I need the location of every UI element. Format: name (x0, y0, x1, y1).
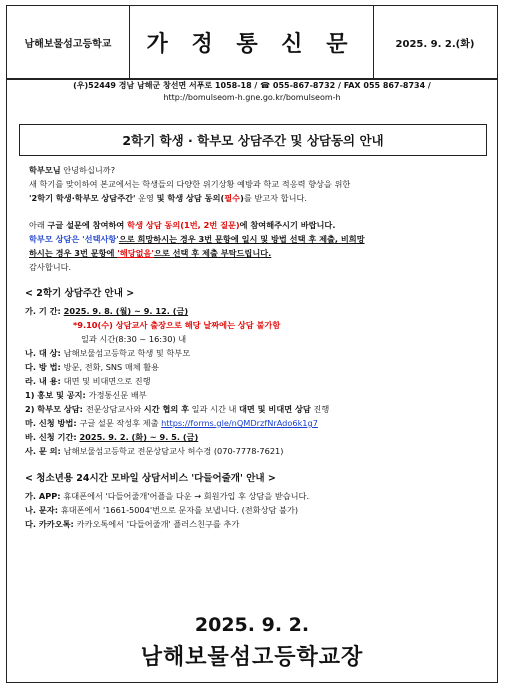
request-line-3: 하시는 경우 3번 문항에 '해당없음'으로 선택 후 제출 부탁드립니다. (29, 248, 272, 258)
content-type: 라. 내 용: 대면 및 비대면으로 진행 (25, 376, 151, 386)
issue-date: 2025. 9. 2.(화) (395, 38, 475, 50)
intro-line-1: 새 학기를 맞이하여 본교에서는 학생들의 다양한 위기상황 예방과 학교 적응력 향상을 위한 (29, 179, 351, 189)
document-page (6, 5, 498, 683)
app-item: 가. APP: 휴대폰에서 '다들어줄개'어플을 다운 → 회원가입 후 상담을 받습니다. (25, 491, 310, 501)
request-line-1: 아래 구글 설문에 참여하여 학생 상담 동의(1번, 2번 질문)에 참여해주시기 바랍니다. (29, 220, 336, 230)
footer-date: 2025. 9. 2. (194, 614, 310, 636)
period: 가. 기 간: 2025. 9. 8. (월) ~ 9. 12. (금) (25, 306, 189, 316)
request-line-2: 학부모 상담은 '선택사항'으로 희망하시는 경우 3번 문항에 일시 및 방법 선택 후 제출, 비희망 (29, 234, 365, 244)
greeting-name: 학부모님 (29, 165, 61, 175)
sms-item: 나. 문자: 휴대폰에서 '1661-5004'번으로 문자를 보냅니다. (전화상담 불가) (25, 505, 299, 515)
apply-period: 바. 신청 기간: 2025. 9. 2. (화) ~ 9. 5. (금) (25, 432, 199, 442)
google-form-link[interactable]: https://forms.gle/nQMDrzfNrAdo6k1g7 (161, 418, 318, 428)
school-name: 남해보물섬고등학교 (7, 6, 130, 78)
inquiry: 사. 문 의: 남해보물섬고등학교 전문상담교사 허수경 (070-7778-7621) (25, 446, 284, 456)
school-url: http://bomulseom-h.gne.go.kr/bomulseom-h (163, 93, 341, 102)
promotion-item: 1) 홍보 및 공지: 가정통신문 배부 (25, 390, 147, 400)
parent-counseling-item: 2) 학부모 상담: 전문상담교사와 시간 협의 후 일과 시간 내 대면 및 비대면 상담 진행 (25, 404, 330, 414)
section-title: < 2학기 상담주간 안내 > (25, 288, 135, 299)
subject-title: 2학기 학생 · 학부모 상담주간 및 상담동의 안내 (19, 124, 487, 156)
section-title: < 청소년용 24시간 모바일 상담서비스 '다들어줄개' 안내 > (25, 473, 276, 484)
address-line: (우)52449 경남 남해군 창선면 서푸로 1058-18 / ☎ 055-867-8732 / FAX 055 867-8734 / (73, 81, 431, 90)
period-notice: *9.10(수) 상담교사 출장으로 해당 날짜에는 상담 불가함 (73, 320, 281, 330)
principal-signature: 남해보물섬고등학교장 (140, 645, 364, 670)
method: 다. 방 법: 방문, 전화, SNS 매체 활용 (25, 362, 160, 372)
document-title: 가 정 통 신 문 (129, 6, 374, 78)
school-address (7, 80, 497, 104)
thanks: 감사합니다. (29, 262, 72, 272)
intro-line-2: '2학기 학생·학부모 상담주간' 운영 및 학생 상담 동의(필수)를 받고자 합니다. (29, 193, 307, 203)
apply-method: 마. 신청 방법: 구글 설문 작성후 제출 https://forms.gle/nQMDrzfNrAdo6k1g7 (25, 418, 318, 428)
letter-header (7, 6, 497, 80)
greeting: 학부모님 안녕하십니까? (29, 165, 116, 175)
period-hours: 일과 시간(8:30 ~ 16:30) 내 (81, 334, 187, 344)
target: 나. 대 상: 남해보물섬고등학교 학생 및 학부모 (25, 348, 191, 358)
kakao-item: 다. 카카오톡: 카카오톡에서 '다들어줄개' 플러스친구를 추가 (25, 519, 240, 529)
